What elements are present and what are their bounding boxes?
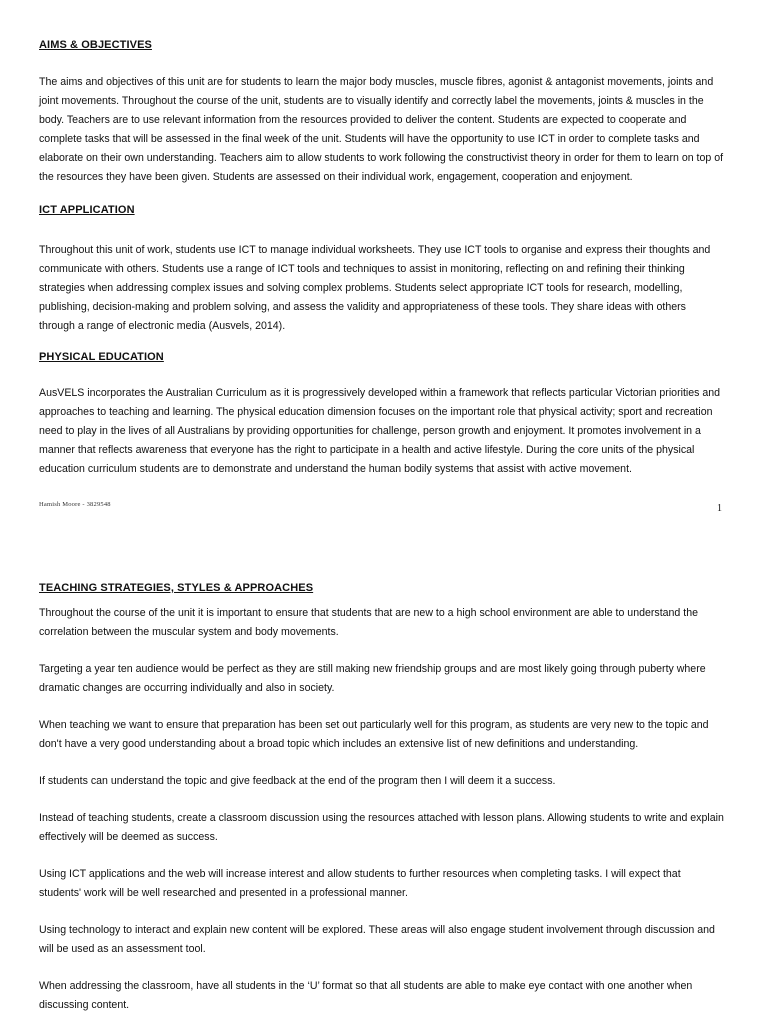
- teaching-paragraph: When teaching we want to ensure that preparation has been set out particularly well for this program, as students are very new to the topic and don't have a very good understanding about a broad topic which includes an extensive list of new definitions and understanding.: [39, 719, 709, 750]
- aims-paragraph: The aims and objectives of this unit are for students to learn the major body muscles, muscle fibres, agonist & antagonist movements, joints and joint movements. Throughout the course of the unit, students are to visually identify and correctly label the movements, joints & muscles in the body. Teachers are to use relevant information from the resources provided to deliver the content. Students are expected to cooperate and complete tasks that will be assessed in the final week of the unit. Students will have the opportunity to use ICT in order to complete tasks and elaborate on their own understanding. Teachers aim to allow students to work following the constructivist theory in order for them to learn on top of the resources they have been given. Students are assessed on their individual work, engagement, cooperation and enjoyment.: [39, 76, 724, 183]
- aims-heading: AIMS & OBJECTIVES: [39, 39, 152, 51]
- ict-paragraph: Throughout this unit of work, students use ICT to manage individual worksheets. They use ICT tools to organise and express their thoughts and communicate with others. Students use a range of ICT tools and techniques to assist in monitoring, reflecting on and refining their thinking strategies when addressing complex issues and solving complex problems. Students select appropriate ICT tools for research, modelling, publishing, decision-making and problem solving, and assess the validity and appropriateness of these tools. They share ideas with others through a range of electronic media (Ausvels, 2014).: [39, 244, 711, 332]
- teaching-paragraph: If students can understand the topic and give feedback at the end of the program then I will deem it a success.: [39, 775, 556, 787]
- page-number: 1: [717, 503, 722, 514]
- teaching-paragraph: Targeting a year ten audience would be perfect as they are still making new friendship groups and are most likely going through puberty where dramatic changes are occurring individually and also in society.: [39, 663, 706, 694]
- teaching-heading: TEACHING STRATEGIES, STYLES & APPROACHES: [39, 582, 314, 594]
- pe-heading: PHYSICAL EDUCATION: [39, 351, 164, 363]
- teaching-paragraph: Throughout the course of the unit it is important to ensure that students that are new to a high school environment are able to understand the correlation between the muscular system and body movements.: [39, 607, 698, 638]
- teaching-paragraph: Instead of teaching students, create a classroom discussion using the resources attached with lesson plans. Allowing students to write and explain effectively will be deemed as success.: [39, 812, 724, 843]
- teaching-paragraph: Using ICT applications and the web will increase interest and allow students to further resources when completing tasks. I will expect that students' work will be well researched and presented in a professional manner.: [39, 868, 681, 899]
- teaching-paragraph: Using technology to interact and explain new content will be explored. These areas will also engage student involvement through discussion and will be used as an assessment tool.: [39, 924, 715, 955]
- page-one: [39, 36, 724, 479]
- page-two: [39, 579, 724, 1015]
- footer-author: Hamish Moore - 3829548: [39, 501, 111, 508]
- teaching-paragraph: When addressing the classroom, have all students in the ‘U’ format so that all students are able to make eye contact with one another when discussing content.: [39, 980, 693, 1011]
- ict-heading: ICT APPLICATION: [39, 204, 135, 216]
- pe-paragraph: AusVELS incorporates the Australian Curriculum as it is progressively developed within a framework that reflects particular Victorian priorities and approaches to teaching and learning. The physical education dimension focuses on the important role that physical activity; sport and recreation need to play in the lives of all Australians by providing opportunities for challenge, person growth and enjoyment. It promotes involvement in a manner that reflects awareness that everyone has the right to participate in a health and active lifestyle. During the core units of the physical education curriculum students are to demonstrate and understand the human bodily systems that assist with active movement.: [39, 387, 721, 475]
